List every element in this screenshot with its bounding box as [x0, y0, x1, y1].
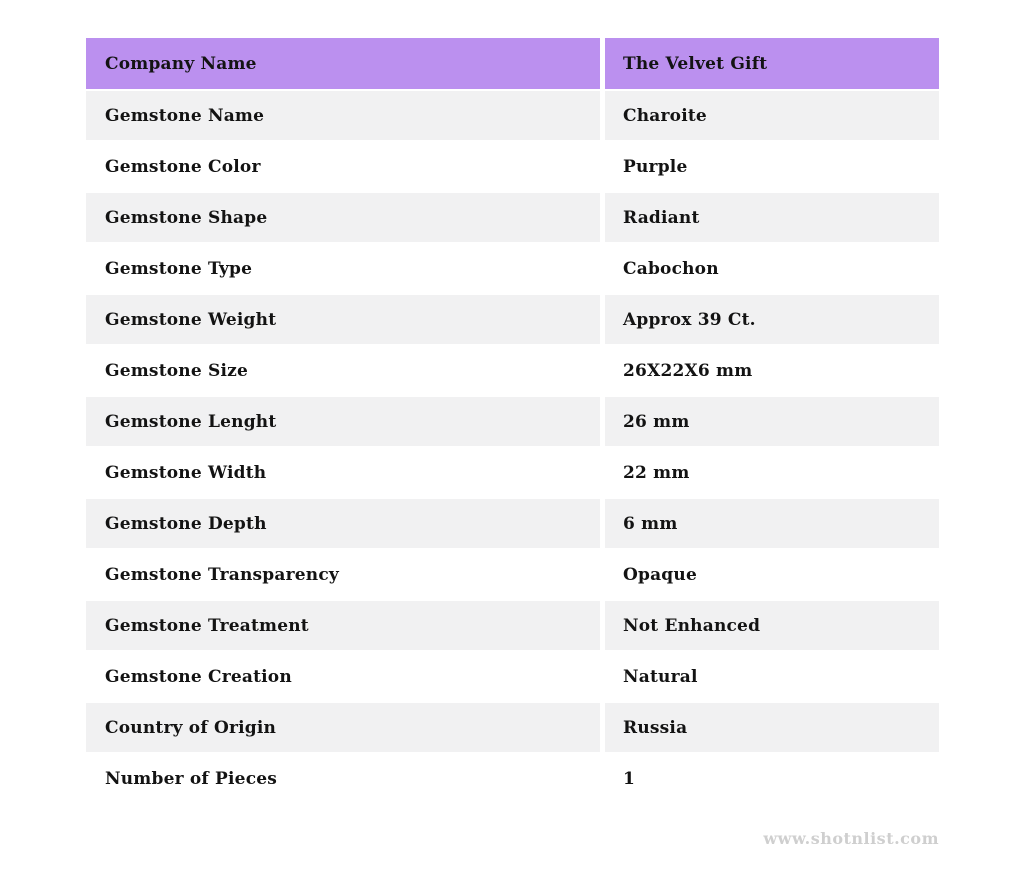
- table-row: [86, 142, 939, 191]
- row-value-cell: 26X22X6 mm: [605, 346, 939, 395]
- header-label-cell: Company Name: [86, 38, 600, 89]
- table-row: [86, 448, 939, 497]
- row-label-cell: Gemstone Depth: [86, 499, 600, 548]
- row-value-cell: Natural: [605, 652, 939, 701]
- table-row: [86, 397, 939, 446]
- header-value-cell: The Velvet Gift: [605, 38, 939, 89]
- row-value-cell: Russia: [605, 703, 939, 752]
- row-label-cell: Gemstone Size: [86, 346, 600, 395]
- row-label-cell: Gemstone Width: [86, 448, 600, 497]
- row-value-cell: Radiant: [605, 193, 939, 242]
- row-label-cell: Number of Pieces: [86, 754, 600, 803]
- table-row: [86, 652, 939, 701]
- row-value-cell: 22 mm: [605, 448, 939, 497]
- row-label-cell: Gemstone Lenght: [86, 397, 600, 446]
- table-row: [86, 193, 939, 242]
- row-value-cell: 26 mm: [605, 397, 939, 446]
- row-label-cell: Gemstone Type: [86, 244, 600, 293]
- table-row: [86, 703, 939, 752]
- table-row: [86, 499, 939, 548]
- row-value-cell: 6 mm: [605, 499, 939, 548]
- row-value-cell: Opaque: [605, 550, 939, 599]
- table-header-row: [86, 38, 939, 89]
- row-label-cell: Gemstone Color: [86, 142, 600, 191]
- row-label-cell: Gemstone Treatment: [86, 601, 600, 650]
- table-row: [86, 601, 939, 650]
- table-row: [86, 295, 939, 344]
- row-value-cell: Purple: [605, 142, 939, 191]
- watermark-text: www.shotnlist.com: [763, 829, 939, 848]
- table-row: [86, 91, 939, 140]
- row-label-cell: Country of Origin: [86, 703, 600, 752]
- row-value-cell: Cabochon: [605, 244, 939, 293]
- table-row: [86, 550, 939, 599]
- row-value-cell: Charoite: [605, 91, 939, 140]
- spec-table: [86, 38, 939, 803]
- row-label-cell: Gemstone Weight: [86, 295, 600, 344]
- row-value-cell: Not Enhanced: [605, 601, 939, 650]
- table-row: [86, 244, 939, 293]
- row-label-cell: Gemstone Transparency: [86, 550, 600, 599]
- row-value-cell: Approx 39 Ct.: [605, 295, 939, 344]
- row-value-cell: 1: [605, 754, 939, 803]
- table-row: [86, 346, 939, 395]
- product-spec-page: [86, 38, 939, 848]
- table-row: [86, 754, 939, 803]
- row-label-cell: Gemstone Creation: [86, 652, 600, 701]
- row-label-cell: Gemstone Name: [86, 91, 600, 140]
- row-label-cell: Gemstone Shape: [86, 193, 600, 242]
